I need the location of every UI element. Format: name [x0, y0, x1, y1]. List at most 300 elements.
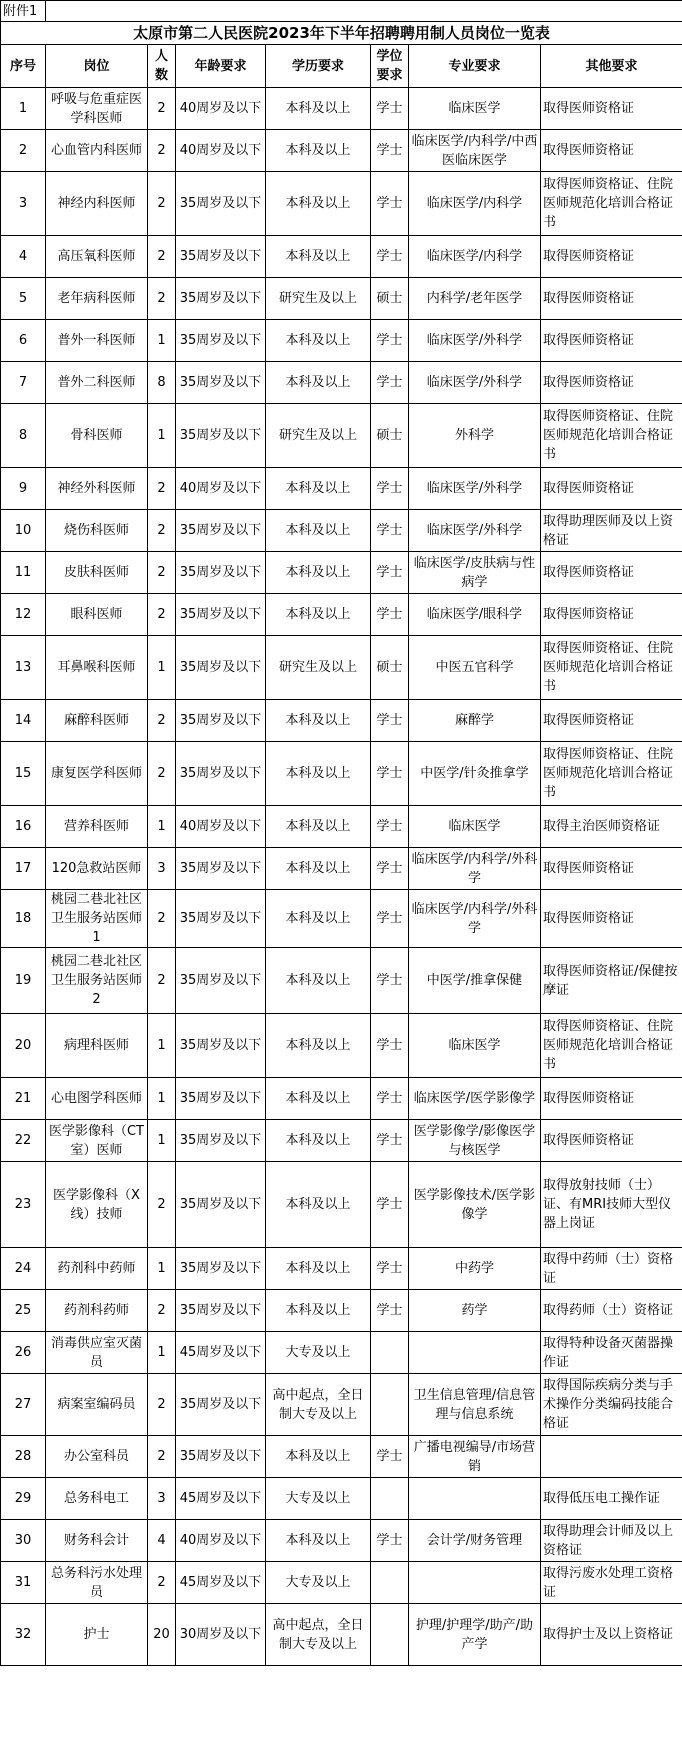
degree-cell: 学士 — [371, 552, 409, 594]
other-cell — [541, 1436, 682, 1478]
header-row — [1, 45, 682, 88]
education-cell: 研究生及以上 — [266, 404, 371, 468]
major-cell — [409, 1332, 541, 1374]
position-cell: 普外二科医师 — [46, 362, 148, 404]
header-cell: 年龄要求 — [176, 45, 266, 88]
header-cell: 学位要求 — [371, 45, 409, 88]
age-cell: 35周岁及以下 — [176, 1120, 266, 1162]
position-cell: 皮肤科医师 — [46, 552, 148, 594]
position-cell: 总务科污水处理员 — [46, 1562, 148, 1604]
table-row — [1, 172, 682, 236]
degree-cell: 学士 — [371, 806, 409, 848]
age-cell: 35周岁及以下 — [176, 1248, 266, 1290]
education-cell: 本科及以上 — [266, 1290, 371, 1332]
degree-cell — [371, 1604, 409, 1666]
education-cell: 大专及以上 — [266, 1332, 371, 1374]
age-cell: 35周岁及以下 — [176, 552, 266, 594]
education-cell: 高中起点，全日制大专及以上 — [266, 1374, 371, 1436]
serial-cell: 32 — [1, 1604, 46, 1666]
position-cell: 桃园二巷北社区卫生服务站医师1 — [46, 890, 148, 948]
count-cell: 8 — [148, 362, 176, 404]
count-cell: 2 — [148, 88, 176, 130]
education-cell: 本科及以上 — [266, 594, 371, 636]
count-cell: 1 — [148, 1014, 176, 1078]
count-cell: 1 — [148, 1332, 176, 1374]
count-cell: 2 — [148, 172, 176, 236]
count-cell: 2 — [148, 130, 176, 172]
age-cell: 40周岁及以下 — [176, 806, 266, 848]
age-cell: 35周岁及以下 — [176, 1014, 266, 1078]
position-cell: 心电图学科医师 — [46, 1078, 148, 1120]
position-cell: 总务科电工 — [46, 1478, 148, 1520]
education-cell: 大专及以上 — [266, 1562, 371, 1604]
position-cell: 骨科医师 — [46, 404, 148, 468]
major-cell: 中医五官科学 — [409, 636, 541, 700]
other-cell: 取得医师资格证 — [541, 468, 682, 510]
table-row — [1, 404, 682, 468]
serial-cell: 9 — [1, 468, 46, 510]
degree-cell: 学士 — [371, 948, 409, 1014]
header-cell: 专业要求 — [409, 45, 541, 88]
count-cell: 2 — [148, 1290, 176, 1332]
education-cell: 本科及以上 — [266, 130, 371, 172]
serial-cell: 14 — [1, 700, 46, 742]
education-cell: 本科及以上 — [266, 848, 371, 890]
education-cell: 本科及以上 — [266, 236, 371, 278]
position-cell: 神经外科医师 — [46, 468, 148, 510]
count-cell: 1 — [148, 636, 176, 700]
serial-cell: 12 — [1, 594, 46, 636]
count-cell: 2 — [148, 1374, 176, 1436]
education-cell: 研究生及以上 — [266, 278, 371, 320]
age-cell: 45周岁及以下 — [176, 1478, 266, 1520]
table-row — [1, 890, 682, 948]
degree-cell: 学士 — [371, 172, 409, 236]
age-cell: 35周岁及以下 — [176, 1078, 266, 1120]
degree-cell: 学士 — [371, 742, 409, 806]
age-cell: 35周岁及以下 — [176, 320, 266, 362]
other-cell: 取得医师资格证 — [541, 1078, 682, 1120]
other-cell: 取得主治医师资格证 — [541, 806, 682, 848]
position-cell: 病理科医师 — [46, 1014, 148, 1078]
degree-cell: 学士 — [371, 130, 409, 172]
position-cell: 病案室编码员 — [46, 1374, 148, 1436]
other-cell: 取得医师资格证 — [541, 88, 682, 130]
serial-cell: 11 — [1, 552, 46, 594]
education-cell: 本科及以上 — [266, 890, 371, 948]
other-cell: 取得医师资格证 — [541, 236, 682, 278]
age-cell: 35周岁及以下 — [176, 948, 266, 1014]
serial-cell: 10 — [1, 510, 46, 552]
attachment-row — [1, 1, 682, 22]
serial-cell: 31 — [1, 1562, 46, 1604]
table-row — [1, 1290, 682, 1332]
count-cell: 2 — [148, 468, 176, 510]
major-cell: 会计学/财务管理 — [409, 1520, 541, 1562]
major-cell: 医学影像学/影像医学与核医学 — [409, 1120, 541, 1162]
position-cell: 消毒供应室灭菌员 — [46, 1332, 148, 1374]
header-cell: 岗位 — [46, 45, 148, 88]
age-cell: 35周岁及以下 — [176, 848, 266, 890]
count-cell: 2 — [148, 742, 176, 806]
table-row — [1, 88, 682, 130]
major-cell: 外科学 — [409, 404, 541, 468]
table-row — [1, 320, 682, 362]
degree-cell: 学士 — [371, 1520, 409, 1562]
education-cell: 高中起点，全日制大专及以上 — [266, 1604, 371, 1666]
serial-cell: 28 — [1, 1436, 46, 1478]
age-cell: 40周岁及以下 — [176, 468, 266, 510]
other-cell: 取得医师资格证/保健按摩证 — [541, 948, 682, 1014]
position-cell: 药剂科中药师 — [46, 1248, 148, 1290]
count-cell: 2 — [148, 948, 176, 1014]
degree-cell: 学士 — [371, 594, 409, 636]
degree-cell — [371, 1562, 409, 1604]
table-row — [1, 948, 682, 1014]
degree-cell: 学士 — [371, 700, 409, 742]
count-cell: 2 — [148, 890, 176, 948]
count-cell: 1 — [148, 1120, 176, 1162]
major-cell: 临床医学/外科学 — [409, 362, 541, 404]
table-row — [1, 130, 682, 172]
degree-cell: 学士 — [371, 362, 409, 404]
age-cell: 35周岁及以下 — [176, 1436, 266, 1478]
serial-cell: 16 — [1, 806, 46, 848]
other-cell: 取得医师资格证 — [541, 1120, 682, 1162]
other-cell: 取得助理医师及以上资格证 — [541, 510, 682, 552]
major-cell: 临床医学/皮肤病与性病学 — [409, 552, 541, 594]
education-cell: 本科及以上 — [266, 700, 371, 742]
count-cell: 3 — [148, 1478, 176, 1520]
major-cell: 临床医学/医学影像学 — [409, 1078, 541, 1120]
count-cell: 2 — [148, 1162, 176, 1248]
serial-cell: 1 — [1, 88, 46, 130]
position-cell: 眼科医师 — [46, 594, 148, 636]
position-cell: 财务科会计 — [46, 1520, 148, 1562]
degree-cell: 学士 — [371, 848, 409, 890]
degree-cell — [371, 1332, 409, 1374]
serial-cell: 15 — [1, 742, 46, 806]
other-cell: 取得助理会计师及以上资格证 — [541, 1520, 682, 1562]
other-cell: 取得医师资格证 — [541, 848, 682, 890]
position-cell: 普外一科医师 — [46, 320, 148, 362]
age-cell: 35周岁及以下 — [176, 510, 266, 552]
table-row — [1, 1374, 682, 1436]
count-cell: 4 — [148, 1520, 176, 1562]
other-cell: 取得医师资格证、住院医师规范化培训合格证书 — [541, 172, 682, 236]
table-row — [1, 1562, 682, 1604]
header-cell: 人数 — [148, 45, 176, 88]
education-cell: 本科及以上 — [266, 88, 371, 130]
major-cell: 护理/护理学/助产/助产学 — [409, 1604, 541, 1666]
other-cell: 取得医师资格证 — [541, 594, 682, 636]
table-row — [1, 468, 682, 510]
position-cell: 医学影像科（CT室）医师 — [46, 1120, 148, 1162]
major-cell: 临床医学/内科学 — [409, 172, 541, 236]
other-cell: 取得中药师（士）资格证 — [541, 1248, 682, 1290]
education-cell: 大专及以上 — [266, 1478, 371, 1520]
degree-cell: 学士 — [371, 236, 409, 278]
table-row — [1, 848, 682, 890]
age-cell: 35周岁及以下 — [176, 1290, 266, 1332]
major-cell: 临床医学/外科学 — [409, 468, 541, 510]
education-cell: 本科及以上 — [266, 510, 371, 552]
major-cell: 临床医学/内科学/外科学 — [409, 848, 541, 890]
education-cell: 本科及以上 — [266, 362, 371, 404]
age-cell: 30周岁及以下 — [176, 1604, 266, 1666]
position-cell: 药剂科药师 — [46, 1290, 148, 1332]
education-cell: 本科及以上 — [266, 552, 371, 594]
serial-cell: 17 — [1, 848, 46, 890]
serial-cell: 29 — [1, 1478, 46, 1520]
table-row — [1, 1248, 682, 1290]
position-cell: 麻醉科医师 — [46, 700, 148, 742]
position-cell: 心血管内科医师 — [46, 130, 148, 172]
serial-cell: 26 — [1, 1332, 46, 1374]
serial-cell: 25 — [1, 1290, 46, 1332]
other-cell: 取得护士及以上资格证 — [541, 1604, 682, 1666]
serial-cell: 27 — [1, 1374, 46, 1436]
degree-cell: 硕士 — [371, 278, 409, 320]
table-row — [1, 742, 682, 806]
count-cell: 3 — [148, 848, 176, 890]
education-cell: 本科及以上 — [266, 1248, 371, 1290]
age-cell: 45周岁及以下 — [176, 1332, 266, 1374]
degree-cell: 学士 — [371, 1162, 409, 1248]
other-cell: 取得医师资格证、住院医师规范化培训合格证书 — [541, 1014, 682, 1078]
other-cell: 取得污废水处理工资格证 — [541, 1562, 682, 1604]
table-row — [1, 1078, 682, 1120]
major-cell: 中医学/推拿保健 — [409, 948, 541, 1014]
major-cell: 临床医学/眼科学 — [409, 594, 541, 636]
age-cell: 35周岁及以下 — [176, 636, 266, 700]
degree-cell: 学士 — [371, 320, 409, 362]
position-cell: 康复医学科医师 — [46, 742, 148, 806]
count-cell: 2 — [148, 594, 176, 636]
header-cell: 其他要求 — [541, 45, 682, 88]
count-cell: 1 — [148, 806, 176, 848]
major-cell — [409, 1478, 541, 1520]
education-cell: 本科及以上 — [266, 742, 371, 806]
table-row — [1, 594, 682, 636]
other-cell: 取得医师资格证、住院医师规范化培训合格证书 — [541, 742, 682, 806]
table-row — [1, 236, 682, 278]
other-cell: 取得医师资格证、住院医师规范化培训合格证书 — [541, 636, 682, 700]
count-cell: 20 — [148, 1604, 176, 1666]
serial-cell: 20 — [1, 1014, 46, 1078]
table-row — [1, 1120, 682, 1162]
degree-cell — [371, 1374, 409, 1436]
age-cell: 35周岁及以下 — [176, 172, 266, 236]
table-row — [1, 1332, 682, 1374]
other-cell: 取得医师资格证 — [541, 130, 682, 172]
age-cell: 35周岁及以下 — [176, 236, 266, 278]
count-cell: 2 — [148, 552, 176, 594]
serial-cell: 7 — [1, 362, 46, 404]
age-cell: 40周岁及以下 — [176, 130, 266, 172]
count-cell: 1 — [148, 320, 176, 362]
age-cell: 35周岁及以下 — [176, 1162, 266, 1248]
major-cell: 临床医学/外科学 — [409, 320, 541, 362]
age-cell: 45周岁及以下 — [176, 1562, 266, 1604]
major-cell: 临床医学/内科学/中西医临床医学 — [409, 130, 541, 172]
education-cell: 本科及以上 — [266, 1014, 371, 1078]
education-cell: 本科及以上 — [266, 1078, 371, 1120]
other-cell: 取得医师资格证 — [541, 552, 682, 594]
age-cell: 35周岁及以下 — [176, 1374, 266, 1436]
attachment-label: 附件1 — [1, 1, 46, 22]
count-cell: 2 — [148, 278, 176, 320]
other-cell: 取得医师资格证 — [541, 320, 682, 362]
position-cell: 营养科医师 — [46, 806, 148, 848]
education-cell: 研究生及以上 — [266, 636, 371, 700]
degree-cell: 硕士 — [371, 636, 409, 700]
serial-cell: 2 — [1, 130, 46, 172]
table-row — [1, 806, 682, 848]
header-cell: 序号 — [1, 45, 46, 88]
major-cell — [409, 1562, 541, 1604]
major-cell: 卫生信息管理/信息管理与信息系统 — [409, 1374, 541, 1436]
serial-cell: 4 — [1, 236, 46, 278]
table-row — [1, 1162, 682, 1248]
major-cell: 广播电视编导/市场营销 — [409, 1436, 541, 1478]
table-row — [1, 510, 682, 552]
education-cell: 本科及以上 — [266, 806, 371, 848]
table-row — [1, 1604, 682, 1666]
position-cell: 神经内科医师 — [46, 172, 148, 236]
other-cell: 取得医师资格证 — [541, 890, 682, 948]
major-cell: 医学影像技术/医学影像学 — [409, 1162, 541, 1248]
major-cell: 临床医学/内科学/外科学 — [409, 890, 541, 948]
count-cell: 2 — [148, 1562, 176, 1604]
serial-cell: 18 — [1, 890, 46, 948]
degree-cell: 学士 — [371, 1248, 409, 1290]
serial-cell: 19 — [1, 948, 46, 1014]
age-cell: 35周岁及以下 — [176, 278, 266, 320]
education-cell: 本科及以上 — [266, 1436, 371, 1478]
serial-cell: 3 — [1, 172, 46, 236]
serial-cell: 23 — [1, 1162, 46, 1248]
age-cell: 40周岁及以下 — [176, 1520, 266, 1562]
table-row — [1, 1014, 682, 1078]
major-cell: 中药学 — [409, 1248, 541, 1290]
count-cell: 1 — [148, 404, 176, 468]
education-cell: 本科及以上 — [266, 1162, 371, 1248]
degree-cell: 学士 — [371, 1120, 409, 1162]
age-cell: 35周岁及以下 — [176, 404, 266, 468]
degree-cell — [371, 1478, 409, 1520]
age-cell: 35周岁及以下 — [176, 890, 266, 948]
serial-cell: 6 — [1, 320, 46, 362]
age-cell: 40周岁及以下 — [176, 88, 266, 130]
education-cell: 本科及以上 — [266, 320, 371, 362]
degree-cell: 学士 — [371, 1014, 409, 1078]
other-cell: 取得医师资格证 — [541, 278, 682, 320]
major-cell: 临床医学 — [409, 88, 541, 130]
position-cell: 老年病科医师 — [46, 278, 148, 320]
position-cell: 办公室科员 — [46, 1436, 148, 1478]
other-cell: 取得特种设备灭菌器操作证 — [541, 1332, 682, 1374]
other-cell: 取得国际疾病分类与手术操作分类编码技能合格证 — [541, 1374, 682, 1436]
table-title: 太原市第二人民医院2023年下半年招聘聘用制人员岗位一览表 — [1, 22, 682, 45]
degree-cell: 学士 — [371, 510, 409, 552]
count-cell: 1 — [148, 1248, 176, 1290]
degree-cell: 学士 — [371, 890, 409, 948]
header-cell: 学历要求 — [266, 45, 371, 88]
serial-cell: 13 — [1, 636, 46, 700]
position-cell: 烧伤科医师 — [46, 510, 148, 552]
count-cell: 2 — [148, 700, 176, 742]
serial-cell: 24 — [1, 1248, 46, 1290]
degree-cell: 硕士 — [371, 404, 409, 468]
education-cell: 本科及以上 — [266, 1520, 371, 1562]
age-cell: 35周岁及以下 — [176, 594, 266, 636]
other-cell: 取得医师资格证 — [541, 700, 682, 742]
major-cell: 内科学/老年医学 — [409, 278, 541, 320]
serial-cell: 8 — [1, 404, 46, 468]
education-cell: 本科及以上 — [266, 948, 371, 1014]
count-cell: 2 — [148, 236, 176, 278]
degree-cell: 学士 — [371, 88, 409, 130]
table-row — [1, 1478, 682, 1520]
title-row — [1, 22, 682, 45]
major-cell: 临床医学 — [409, 1014, 541, 1078]
education-cell: 本科及以上 — [266, 1120, 371, 1162]
position-cell: 耳鼻喉科医师 — [46, 636, 148, 700]
age-cell: 35周岁及以下 — [176, 700, 266, 742]
table-row — [1, 636, 682, 700]
serial-cell: 5 — [1, 278, 46, 320]
table-row — [1, 362, 682, 404]
count-cell: 2 — [148, 510, 176, 552]
position-cell: 120急救站医师 — [46, 848, 148, 890]
position-cell: 高压氧科医师 — [46, 236, 148, 278]
degree-cell: 学士 — [371, 1436, 409, 1478]
table-row — [1, 278, 682, 320]
major-cell: 药学 — [409, 1290, 541, 1332]
serial-cell: 22 — [1, 1120, 46, 1162]
table-row — [1, 700, 682, 742]
education-cell: 本科及以上 — [266, 172, 371, 236]
major-cell: 中医学/针灸推拿学 — [409, 742, 541, 806]
major-cell: 临床医学/外科学 — [409, 510, 541, 552]
other-cell: 取得医师资格证 — [541, 362, 682, 404]
degree-cell: 学士 — [371, 1078, 409, 1120]
major-cell: 临床医学/内科学 — [409, 236, 541, 278]
table-row — [1, 552, 682, 594]
other-cell: 取得药师（士）资格证 — [541, 1290, 682, 1332]
other-cell: 取得低压电工操作证 — [541, 1478, 682, 1520]
other-cell: 取得医师资格证、住院医师规范化培训合格证书 — [541, 404, 682, 468]
position-cell: 护士 — [46, 1604, 148, 1666]
age-cell: 35周岁及以下 — [176, 362, 266, 404]
major-cell: 临床医学 — [409, 806, 541, 848]
table-row — [1, 1520, 682, 1562]
other-cell: 取得放射技师（士）证、有MRI技师大型仪器上岗证 — [541, 1162, 682, 1248]
degree-cell: 学士 — [371, 1290, 409, 1332]
table-row — [1, 1436, 682, 1478]
count-cell: 2 — [148, 1436, 176, 1478]
major-cell: 麻醉学 — [409, 700, 541, 742]
education-cell: 本科及以上 — [266, 468, 371, 510]
position-cell: 呼吸与危重症医学科医师 — [46, 88, 148, 130]
serial-cell: 21 — [1, 1078, 46, 1120]
serial-cell: 30 — [1, 1520, 46, 1562]
age-cell: 35周岁及以下 — [176, 742, 266, 806]
degree-cell: 学士 — [371, 468, 409, 510]
position-cell: 桃园二巷北社区卫生服务站医师2 — [46, 948, 148, 1014]
count-cell: 1 — [148, 1078, 176, 1120]
